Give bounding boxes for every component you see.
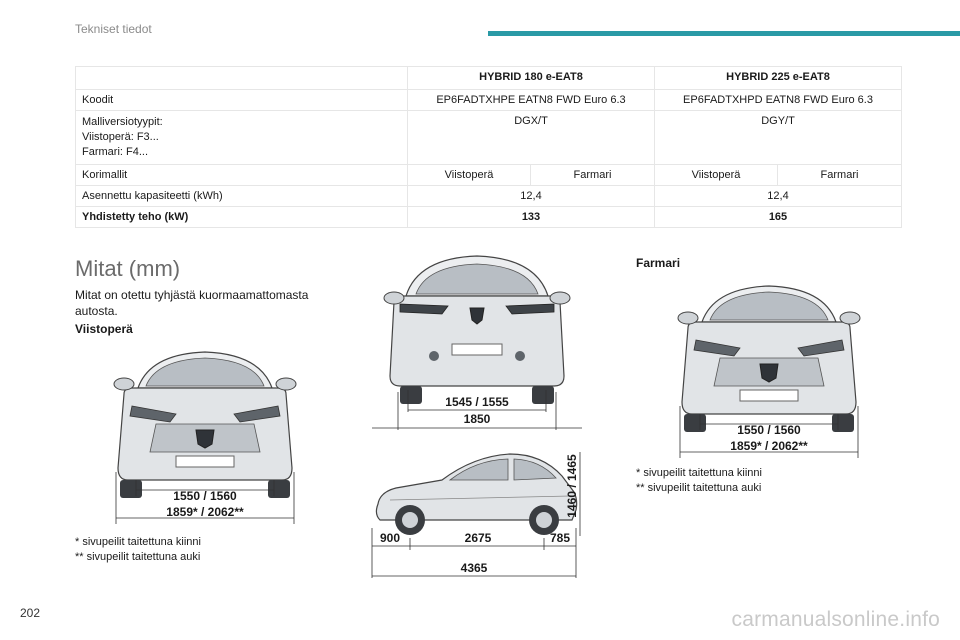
dim-track-rear: 1545 / 1555	[445, 395, 509, 409]
footnote-left	[75, 535, 201, 565]
footnote-left-2: ** sivupeilit taitettuna auki	[75, 551, 201, 563]
cell-malli-180: DGX/T	[408, 111, 655, 165]
dim-width-mirrors-farmari: 1859* / 2062**	[730, 439, 808, 453]
row-label-korimallit: Korimallit	[76, 165, 408, 186]
footnote-right-2: ** sivupeilit taitettuna auki	[636, 482, 762, 494]
dim-width-mirrors: 1859* / 2062**	[166, 505, 244, 519]
hatchback-side-diagram	[370, 446, 590, 586]
dim-track-front-farmari: 1550 / 1560	[737, 423, 801, 437]
car-front-icon	[114, 352, 296, 498]
col-header-hybrid-180: HYBRID 180 e-EAT8	[408, 67, 655, 90]
cell-koodit-180: EP6FADTXHPE EATN8 FWD Euro 6.3	[408, 90, 655, 111]
subheading-farmari: Farmari	[636, 256, 681, 270]
table-row	[76, 111, 902, 165]
dim-wheelbase: 2675	[464, 531, 492, 545]
page-header-title: Tekniset tiedot	[75, 22, 152, 36]
farmari-front-diagram	[674, 282, 864, 460]
watermark-link[interactable]: carmanualsonline.info	[731, 608, 940, 631]
row-label-kapasiteetti: Asennettu kapasiteetti (kWh)	[76, 186, 408, 207]
table-row	[76, 165, 902, 186]
cell-kapasiteetti-225: 12,4	[655, 186, 902, 207]
cell-kori-225-viistopera: Viistoperä	[655, 165, 778, 186]
dim-overhang-front: 900	[379, 531, 401, 545]
table-row	[76, 90, 902, 111]
dim-width-body: 1850	[463, 412, 491, 426]
car-front-icon	[678, 286, 860, 432]
malli-line-1: Malliversiotyypit:	[82, 116, 163, 128]
footnote-right-1: * sivupeilit taitettuna kiinni	[636, 467, 762, 479]
header-accent-bar	[488, 31, 960, 36]
row-label-malliversiot	[76, 111, 408, 165]
cell-kapasiteetti-180: 12,4	[408, 186, 655, 207]
cell-malli-225: DGY/T	[655, 111, 902, 165]
cell-teho-180: 133	[408, 207, 655, 228]
footnote-right	[636, 466, 762, 496]
dim-length: 4365	[460, 561, 488, 575]
dim-track-front: 1550 / 1560	[173, 489, 237, 503]
dim-height: 1460 / 1465	[565, 454, 579, 518]
cell-kori-180-viistopera: Viistoperä	[408, 165, 531, 186]
dim-overhang-rear: 785	[549, 531, 571, 545]
car-side-icon	[376, 454, 576, 535]
subheading-viistopera: Viistoperä	[75, 322, 133, 336]
car-rear-icon	[384, 256, 570, 404]
spec-table	[75, 66, 902, 228]
section-intro: Mitat on otettu tyhjästä kuormaamattomasta autosta.	[75, 288, 309, 318]
page-number: 202	[20, 606, 41, 620]
table-header-row	[76, 67, 902, 90]
cell-koodit-225: EP6FADTXHPD EATN8 FWD Euro 6.3	[655, 90, 902, 111]
row-label-teho: Yhdistetty teho (kW)	[76, 207, 408, 228]
table-corner-cell	[76, 67, 408, 90]
cell-teho-225: 165	[655, 207, 902, 228]
cell-kori-225-farmari: Farmari	[778, 165, 902, 186]
cell-kori-180-farmari: Farmari	[531, 165, 655, 186]
malli-line-3: Farmari: F4...	[82, 146, 149, 158]
section-title: Mitat (mm)	[75, 256, 181, 281]
malli-line-2: Viistoperä: F3...	[82, 131, 159, 143]
table-row	[76, 207, 902, 228]
hatchback-rear-diagram	[372, 252, 582, 432]
row-label-koodit: Koodit	[76, 90, 408, 111]
footnote-left-1: * sivupeilit taitettuna kiinni	[75, 536, 201, 548]
col-header-hybrid-225: HYBRID 225 e-EAT8	[655, 67, 902, 90]
table-row	[76, 186, 902, 207]
hatchback-front-diagram	[110, 348, 300, 526]
